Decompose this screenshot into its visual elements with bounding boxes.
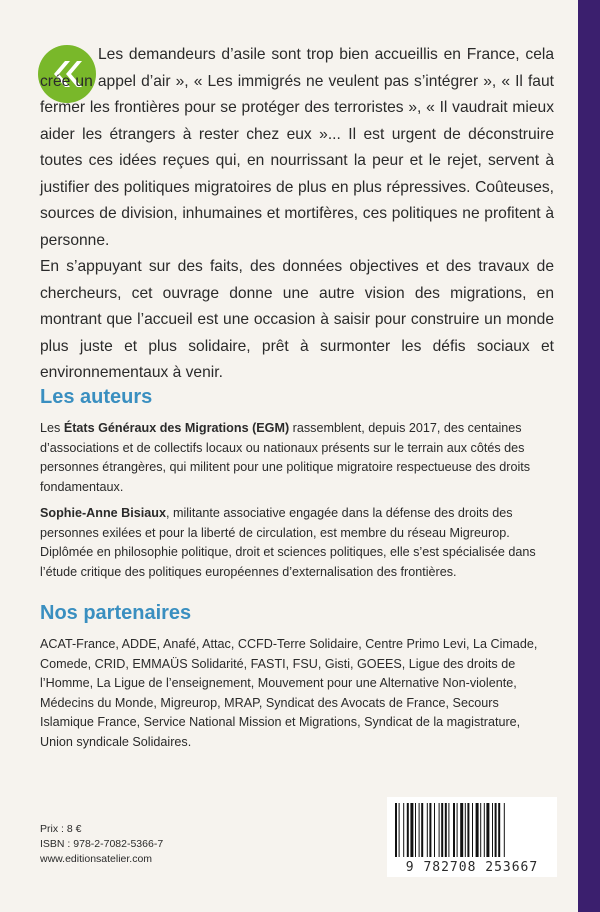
barcode-bar (453, 803, 455, 857)
barcode-bar (439, 803, 440, 857)
egm-name: États Généraux des Migrations (EGM) (63, 421, 290, 435)
publication-info (40, 822, 163, 867)
barcode-bar (492, 803, 493, 857)
barcode-bar (460, 803, 463, 857)
barcode-bar (457, 803, 458, 857)
barcode-bar (407, 803, 409, 857)
barcode-bar (427, 803, 428, 857)
publisher-website: www.editionsatelier.com (40, 853, 153, 865)
barcode-bar (495, 803, 497, 857)
barcode-bar (434, 803, 435, 857)
barcode-bar (395, 803, 397, 857)
barcode-bar (441, 803, 443, 857)
barcode-bar (445, 803, 447, 857)
barcode-bar (403, 803, 404, 857)
barcode-bar (410, 803, 413, 857)
barcode-bar (498, 803, 500, 857)
barcode-bar (484, 803, 485, 857)
barcode-bar (465, 803, 466, 857)
barcode-bar (421, 803, 423, 857)
author-name: Sophie-Anne Bisiaux (40, 506, 166, 520)
barcode-bar (415, 803, 416, 857)
partners-list: ACAT-France, ADDE, Anafé, Attac, CCFD-Terre Solidaire, Centre Primo Levi, La Cimade, Comede, CRID, EMMAÜS Solidarité, FASTI, FSU, Gisti, GOEES, Ligue des droits de l’Homme, La Ligue de l’enseignement, Mouvement pour une Alternative Non-violente, Médecins du Monde, Migreurop, MRAP, Syndicat des Avocats de France, Secours Islamique France, Service National Mission et Migrations, Syndicat de la magistrature, Union syndicale Solidaires. (40, 637, 538, 749)
barcode-bar (476, 803, 479, 857)
authors-egm-paragraph: Les États Généraux des Migrations (EGM) rassemblent, depuis 2017, des centaines d’associations et de collectifs locaux ou nationaux présents sur le terrain aux côtés des personnes étrangères, qui militent pour une politique migratoire respectueuse des droits fondamentaux. (40, 421, 531, 494)
barcode-bars (387, 797, 557, 859)
intro-paragraph-2: En s’appuyant sur des faits, des données objectives et des travaux de chercheurs, cet ouvrage donne une autre vision des migrations, en montrant que l’accueil est une occasion à saisir pour construire un monde plus juste et plus solidaire, prêt à surmonter les défis sociaux et environnementaux à venir. (40, 258, 554, 381)
barcode-bar (486, 803, 489, 857)
price: Prix : 8 € (40, 823, 82, 835)
barcode-bar (504, 803, 505, 857)
partners-heading: Nos partenaires (40, 602, 192, 624)
spine-edge (578, 0, 600, 912)
barcode-bar (419, 803, 420, 857)
barcode-bar (467, 803, 469, 857)
barcode-bar (448, 803, 449, 857)
barcode-number: 9 782708 253667 (405, 860, 539, 875)
isbn: ISBN : 978-2-7082-5366-7 (40, 838, 164, 850)
barcode-bar (480, 803, 481, 857)
intro-text (40, 42, 554, 387)
author-bio-paragraph: Sophie-Anne Bisiaux, militante associative engagée dans la défense des droits des personnes exilées et pour la liberté de circulation, est membre du réseau Migreurop. Diplômée en philosophie politique, droit et sciences politiques, elle s’est spécialisée dans l’étude critique des politiques européennes d’externalisation des frontières. (40, 506, 536, 579)
barcode (387, 797, 557, 877)
barcode-bar (429, 803, 431, 857)
intro-paragraph-1: Les demandeurs d’asile sont trop bien accueillis en France, cela crée un appel d’air », « Les immigrés ne veulent pas s’intégrer », « Il faut fermer les frontières pour se protéger des terroristes », « Il vaudrait mieux aider les étrangers à rester chez eux »... Il est urgent de déconstruire toutes ces idées reçues qui, en nourrissant la peur et le rejet, servent à justifier des politiques migratoires de plus en plus répressives. Coûteuses, sources de division, inhumaines et mortifères, ces politiques ne profitent à personne. (40, 46, 554, 249)
barcode-bar (472, 803, 473, 857)
barcode-bar (399, 803, 400, 857)
authors-heading: Les auteurs (40, 386, 153, 408)
